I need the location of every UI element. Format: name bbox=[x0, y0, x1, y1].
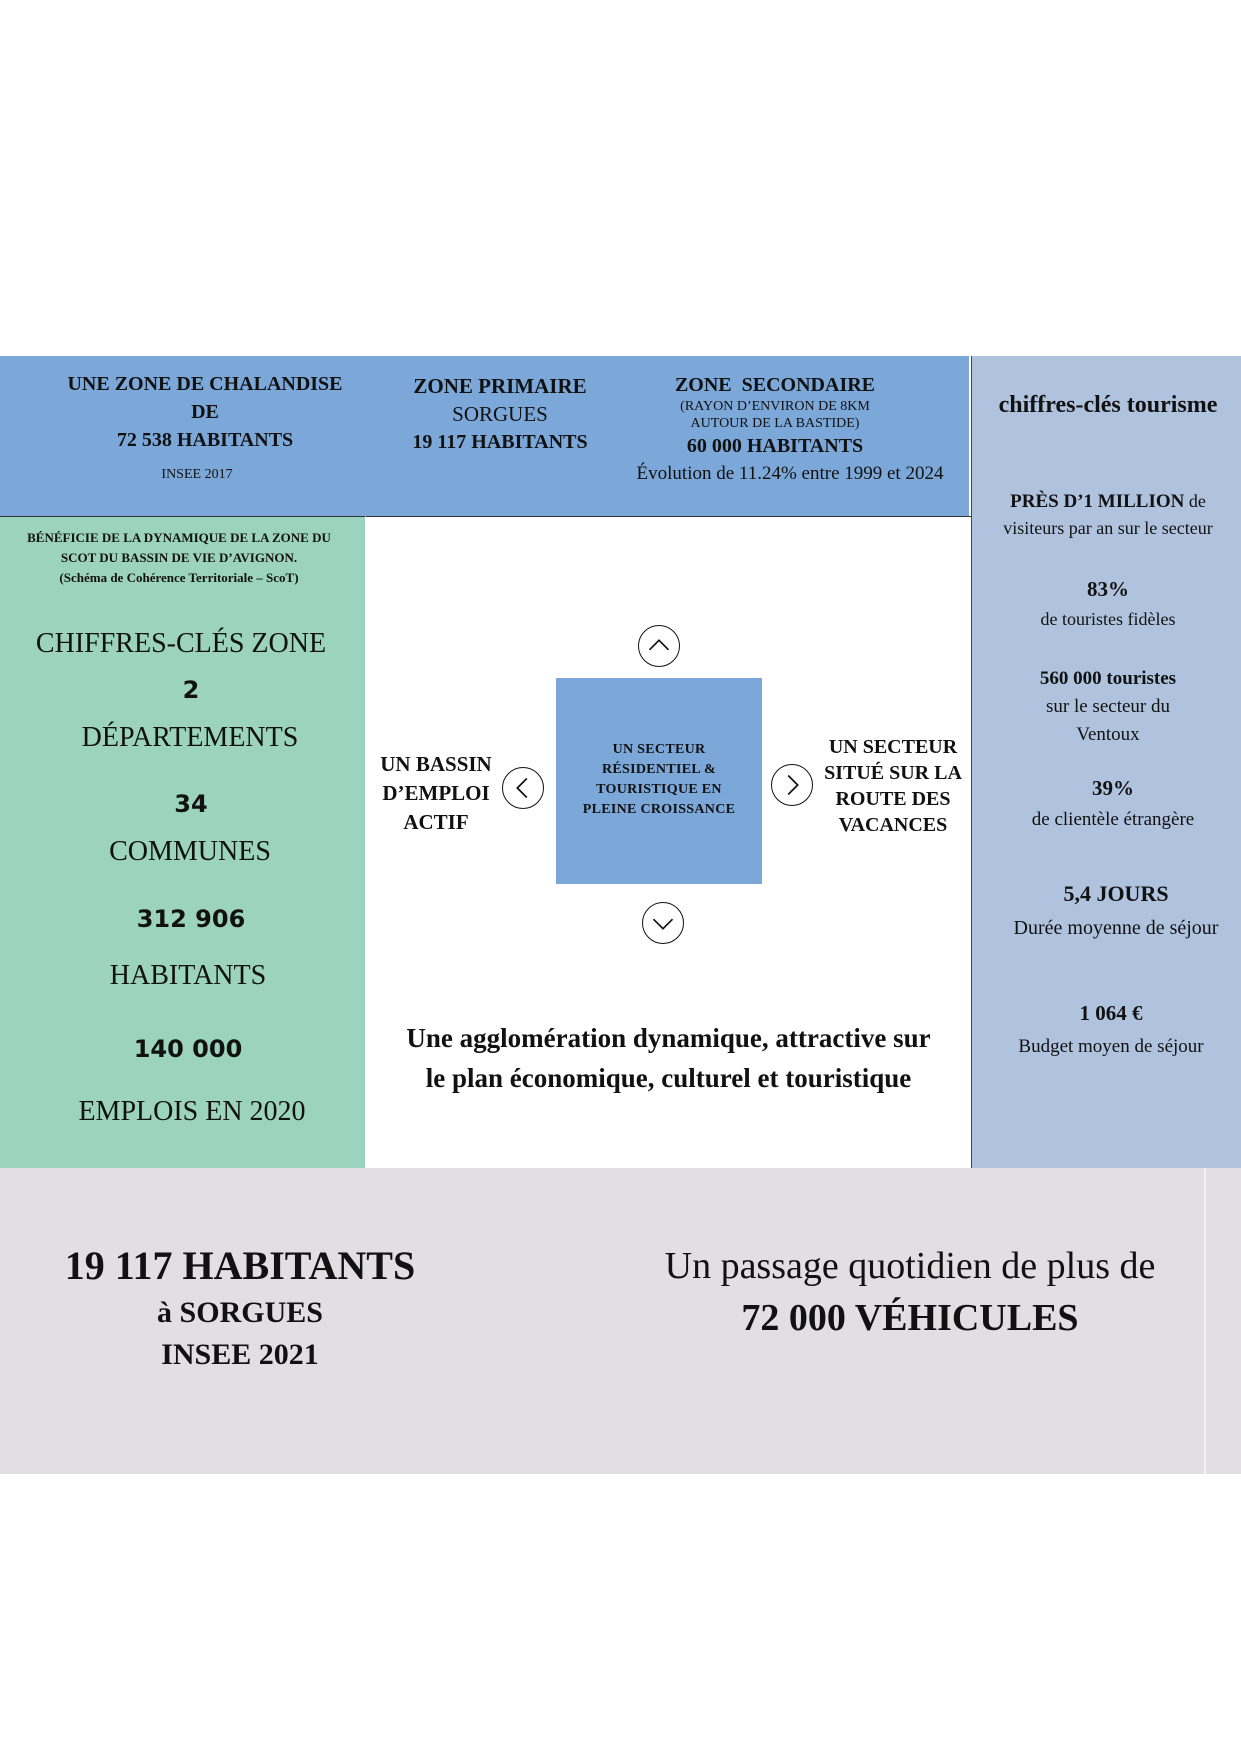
chevron-up-icon bbox=[638, 625, 680, 667]
communes-label: COMMUNES bbox=[109, 836, 271, 867]
bassin-emploi-label bbox=[366, 750, 506, 837]
visitors-line2: visiteurs par an sur le secteur bbox=[1003, 518, 1213, 538]
zone-primaire-population: 19 117 HABITANTS bbox=[412, 431, 588, 453]
tagline bbox=[366, 1018, 971, 1098]
bassin-emploi-line2: D’EMPLOI bbox=[382, 781, 490, 805]
zone-secondaire bbox=[610, 372, 970, 488]
route-vacances-line4: VACANCES bbox=[838, 814, 948, 836]
bassin-emploi-line3: ACTIF bbox=[403, 810, 469, 834]
zone-primaire-title: ZONE PRIMAIRE bbox=[413, 374, 587, 398]
fideles-label: de touristes fidèles bbox=[1040, 609, 1176, 629]
duree-label: Durée moyenne de séjour bbox=[1013, 917, 1219, 939]
etrangere-label: de clientèle étrangère bbox=[1031, 809, 1195, 830]
route-vacances-line1: UN SECTEUR bbox=[828, 736, 958, 758]
etrangere bbox=[975, 772, 1241, 836]
passage-vehicules bbox=[600, 1240, 1220, 1344]
departements-label: DÉPARTEMENTS bbox=[81, 722, 299, 753]
zone-primaire-city: SORGUES bbox=[452, 402, 548, 426]
zone-secondaire-evolution: Évolution de 11.24% entre 1999 et 2024 bbox=[636, 463, 944, 484]
left-intro-line1: BÉNÉFICIE DE LA DYNAMIQUE DE LA ZONE DU bbox=[27, 530, 331, 545]
route-vacances-line2: SITUÉ SUR LA bbox=[824, 762, 962, 784]
ventoux bbox=[975, 665, 1241, 749]
left-intro bbox=[4, 528, 354, 588]
left-intro-line3: (Schéma de Cohérence Territoriale – ScoT) bbox=[59, 570, 299, 585]
center-box-line1: UN SECTEUR bbox=[612, 742, 706, 757]
habitants-label: HABITANTS bbox=[109, 960, 267, 991]
emplois-value: 140 000 bbox=[133, 1035, 243, 1063]
zone-chalandise-line3: 72 538 HABITANTS bbox=[116, 429, 294, 451]
tourisme-heading: chiffres-clés tourisme bbox=[998, 392, 1218, 418]
sorgues-habitants-source: INSEE 2021 bbox=[161, 1338, 319, 1371]
chiffres-cles-zone-heading: CHIFFRES-CLÉS ZONE bbox=[35, 628, 327, 659]
bassin-emploi-line1: UN BASSIN bbox=[380, 752, 492, 776]
zone-chalandise-source: INSEE 2017 bbox=[161, 467, 233, 482]
ventoux-line2: sur le secteur du bbox=[1046, 696, 1170, 717]
communes-value: 34 bbox=[174, 790, 208, 818]
center-box-line2: RÉSIDENTIEL & bbox=[602, 762, 716, 777]
visitors-value: PRÈS D’1 MILLION bbox=[1010, 491, 1185, 512]
zone-chalandise-line1: UNE ZONE DE CHALANDISE bbox=[67, 373, 343, 395]
zone-chalandise-line2: DE bbox=[191, 401, 219, 423]
fideles bbox=[975, 574, 1241, 634]
zone-chalandise bbox=[40, 370, 370, 454]
visitors-line1 bbox=[975, 488, 1241, 515]
zone-secondaire-detail2: AUTOUR DE LA BASTIDE) bbox=[690, 416, 860, 431]
chevron-down-icon bbox=[642, 902, 684, 944]
emplois-label: EMPLOIS EN 2020 bbox=[78, 1096, 306, 1127]
visitors-rest: de bbox=[1184, 491, 1206, 511]
divider bbox=[366, 516, 971, 517]
habitants-value: 312 906 bbox=[136, 905, 246, 933]
etrangere-value: 39% bbox=[1092, 776, 1134, 800]
tagline-line2: le plan économique, culturel et touristique bbox=[425, 1063, 912, 1093]
center-box-line4: PLEINE CROISSANCE bbox=[582, 802, 736, 817]
chevron-right-icon bbox=[771, 764, 813, 806]
zone-secondaire-population: 60 000 HABITANTS bbox=[686, 435, 864, 457]
route-vacances-line3: ROUTE DES bbox=[835, 788, 951, 810]
ventoux-line3: Ventoux bbox=[1076, 724, 1140, 745]
duree bbox=[975, 877, 1241, 945]
sorgues-habitants-value: 19 117 HABITANTS bbox=[64, 1243, 416, 1288]
route-vacances-label bbox=[818, 734, 968, 838]
center-box-text bbox=[556, 740, 762, 820]
zone-secondaire-title: ZONE SECONDAIRE bbox=[674, 374, 876, 396]
center-box bbox=[556, 678, 762, 884]
chevron-left-icon bbox=[502, 767, 544, 809]
sorgues-habitants-line2: à SORGUES bbox=[157, 1296, 323, 1329]
budget-label: Budget moyen de séjour bbox=[1018, 1036, 1204, 1057]
sorgues-habitants bbox=[30, 1240, 450, 1376]
center-box-line3: TOURISTIQUE EN bbox=[596, 782, 722, 797]
passage-line1: Un passage quotidien de plus de bbox=[664, 1245, 1156, 1287]
ventoux-value: 560 000 touristes bbox=[1039, 668, 1177, 689]
departements-value: 2 bbox=[182, 676, 200, 704]
passage-line2: 72 000 VÉHICULES bbox=[741, 1297, 1079, 1339]
duree-value: 5,4 JOURS bbox=[1063, 881, 1169, 906]
fideles-value: 83% bbox=[1087, 577, 1129, 601]
visitors bbox=[975, 488, 1241, 542]
budget-value: 1 064 € bbox=[1079, 1001, 1143, 1025]
left-intro-line2: SCOT DU BASSIN DE VIE D’AVIGNON. bbox=[60, 550, 298, 565]
budget bbox=[975, 996, 1241, 1064]
tagline-line1: Une agglomération dynamique, attractive sur bbox=[406, 1023, 931, 1053]
zone-secondaire-detail1: (RAYON D’ENVIRON DE 8KM bbox=[680, 399, 870, 414]
